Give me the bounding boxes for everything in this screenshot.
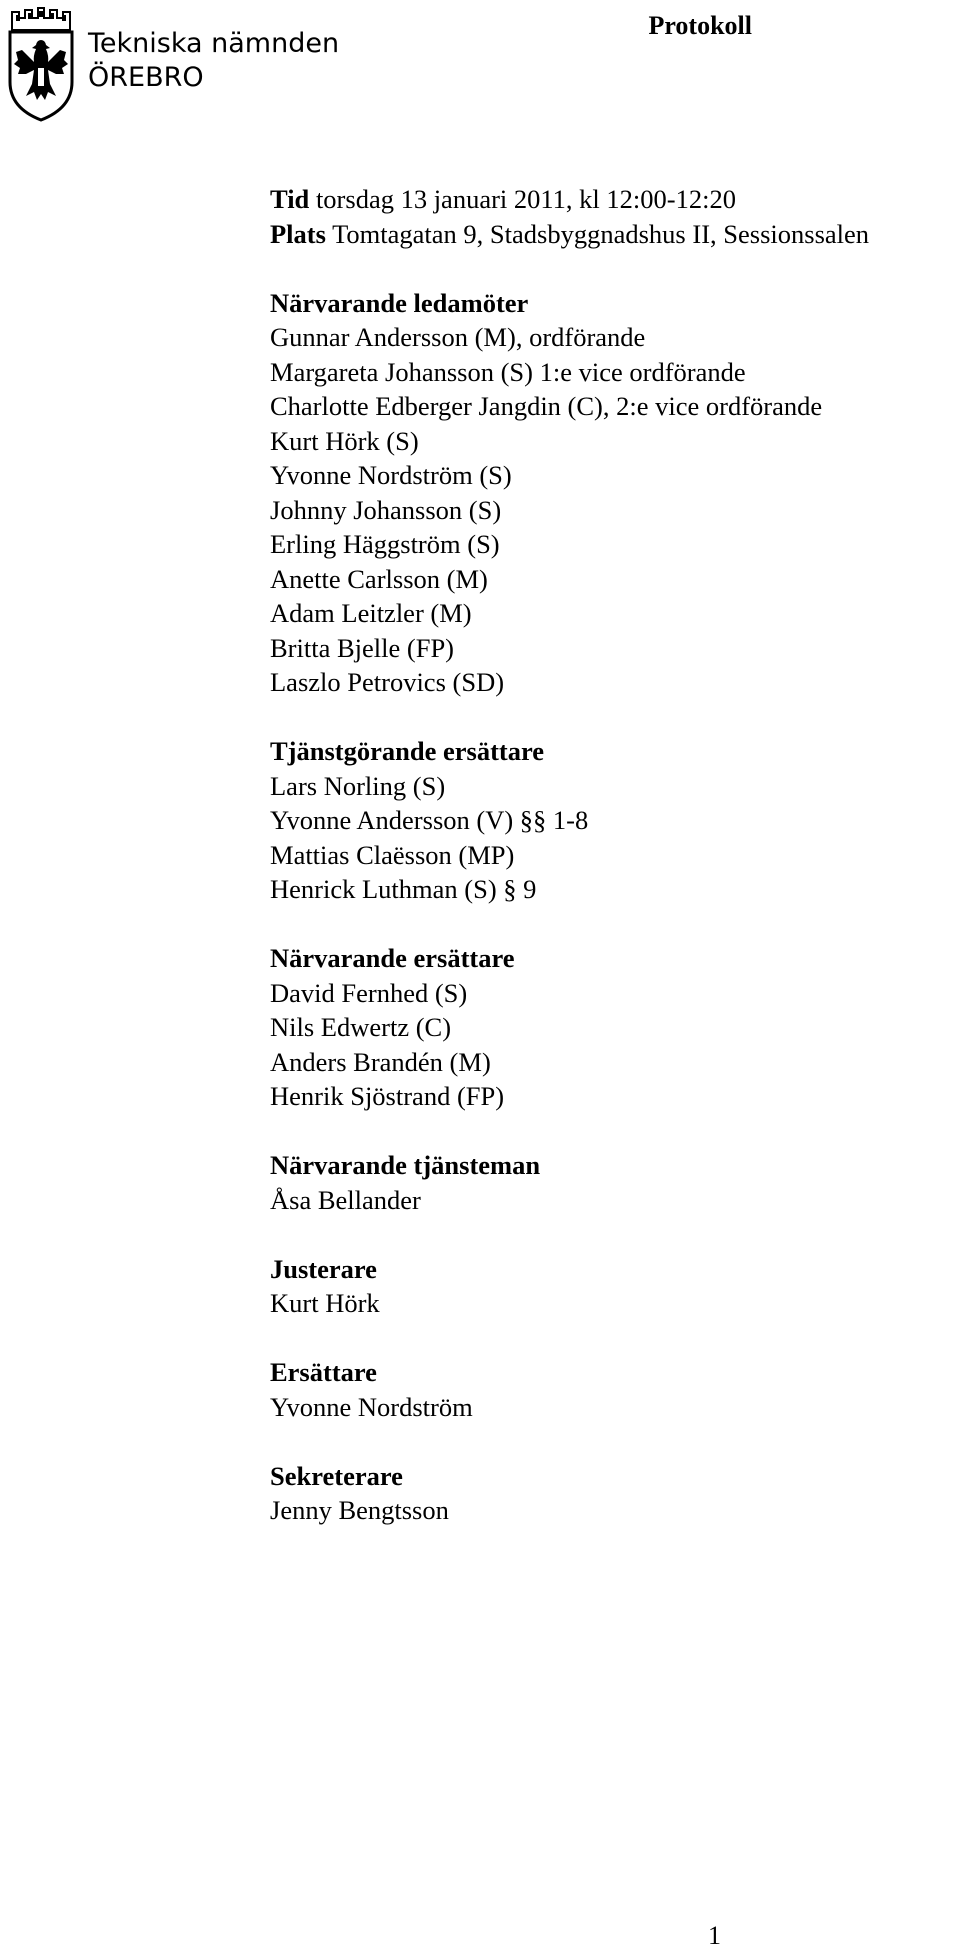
list-item: Britta Bjelle (FP)	[270, 632, 455, 663]
list-item: Anette Carlsson (M)	[270, 563, 488, 594]
list-item: Yvonne Nordström	[270, 1391, 473, 1422]
time-row	[270, 182, 950, 217]
org-name: Tekniska nämnden	[88, 28, 340, 59]
list-item: Gunnar Andersson (M), ordförande	[270, 322, 646, 352]
time-value: torsdag 13 januari 2011, kl 12:00-12:20	[315, 184, 736, 214]
list-item: David Fernhed (S)	[270, 977, 468, 1008]
list-item: Laszlo Petrovics (SD)	[270, 667, 505, 697]
section-heading: Närvarande ledamöter	[270, 287, 529, 318]
page-number: 1	[708, 1921, 721, 1950]
list-item: Henrick Luthman (S) § 9	[270, 874, 537, 904]
list-item: Åsa Bellander	[270, 1184, 421, 1215]
org-city: ÖREBRO	[88, 62, 204, 93]
section-present-officials	[270, 1148, 950, 1217]
protocol-body	[270, 182, 950, 1528]
section-heading: Ersättare	[270, 1357, 377, 1387]
list-item: Yvonne Andersson (V) §§ 1-8	[270, 805, 589, 835]
section-secretary	[270, 1459, 950, 1528]
section-heading: Närvarande ersättare	[270, 943, 515, 973]
section-present-substitutes	[270, 941, 950, 1114]
section-serving-substitutes	[270, 734, 950, 907]
time-label: Tid	[270, 184, 310, 214]
list-item: Mattias Claësson (MP)	[270, 839, 515, 870]
list-item: Nils Edwertz (C)	[270, 1012, 452, 1042]
list-item: Adam Leitzler (M)	[270, 598, 472, 628]
place-label: Plats	[270, 218, 326, 249]
list-item: Kurt Hörk	[270, 1288, 380, 1318]
list-item: Johnny Johansson (S)	[270, 494, 502, 525]
list-item: Charlotte Edberger Jangdin (C), 2:e vice ordförande	[270, 391, 823, 421]
list-item: Yvonne Nordström (S)	[270, 460, 512, 490]
section-present-members	[270, 286, 950, 700]
section-heading: Närvarande tjänsteman	[270, 1150, 541, 1180]
document-title: Protokoll	[648, 11, 752, 40]
section-substitute	[270, 1355, 950, 1424]
section-heading: Justerare	[270, 1253, 377, 1284]
orebro-crest-logo	[6, 4, 76, 124]
place-value: Tomtagatan 9, Stadsbyggnadshus II, Sessionssalen	[332, 218, 870, 249]
place-row	[270, 217, 950, 252]
list-item: Jenny Bengtsson	[270, 1495, 449, 1525]
organization-name	[88, 27, 339, 95]
list-item: Henrik Sjöstrand (FP)	[270, 1081, 505, 1111]
list-item: Anders Brandén (M)	[270, 1046, 491, 1077]
page-header	[0, 0, 960, 130]
list-item: Margareta Johansson (S) 1:e vice ordförande	[270, 356, 746, 387]
section-heading: Tjänstgörande ersättare	[270, 736, 545, 766]
list-item: Kurt Hörk (S)	[270, 425, 419, 456]
section-heading: Sekreterare	[270, 1460, 403, 1491]
meeting-info	[270, 182, 950, 251]
section-adjuster	[270, 1252, 950, 1321]
list-item: Erling Häggström (S)	[270, 529, 500, 559]
list-item: Lars Norling (S)	[270, 770, 446, 801]
